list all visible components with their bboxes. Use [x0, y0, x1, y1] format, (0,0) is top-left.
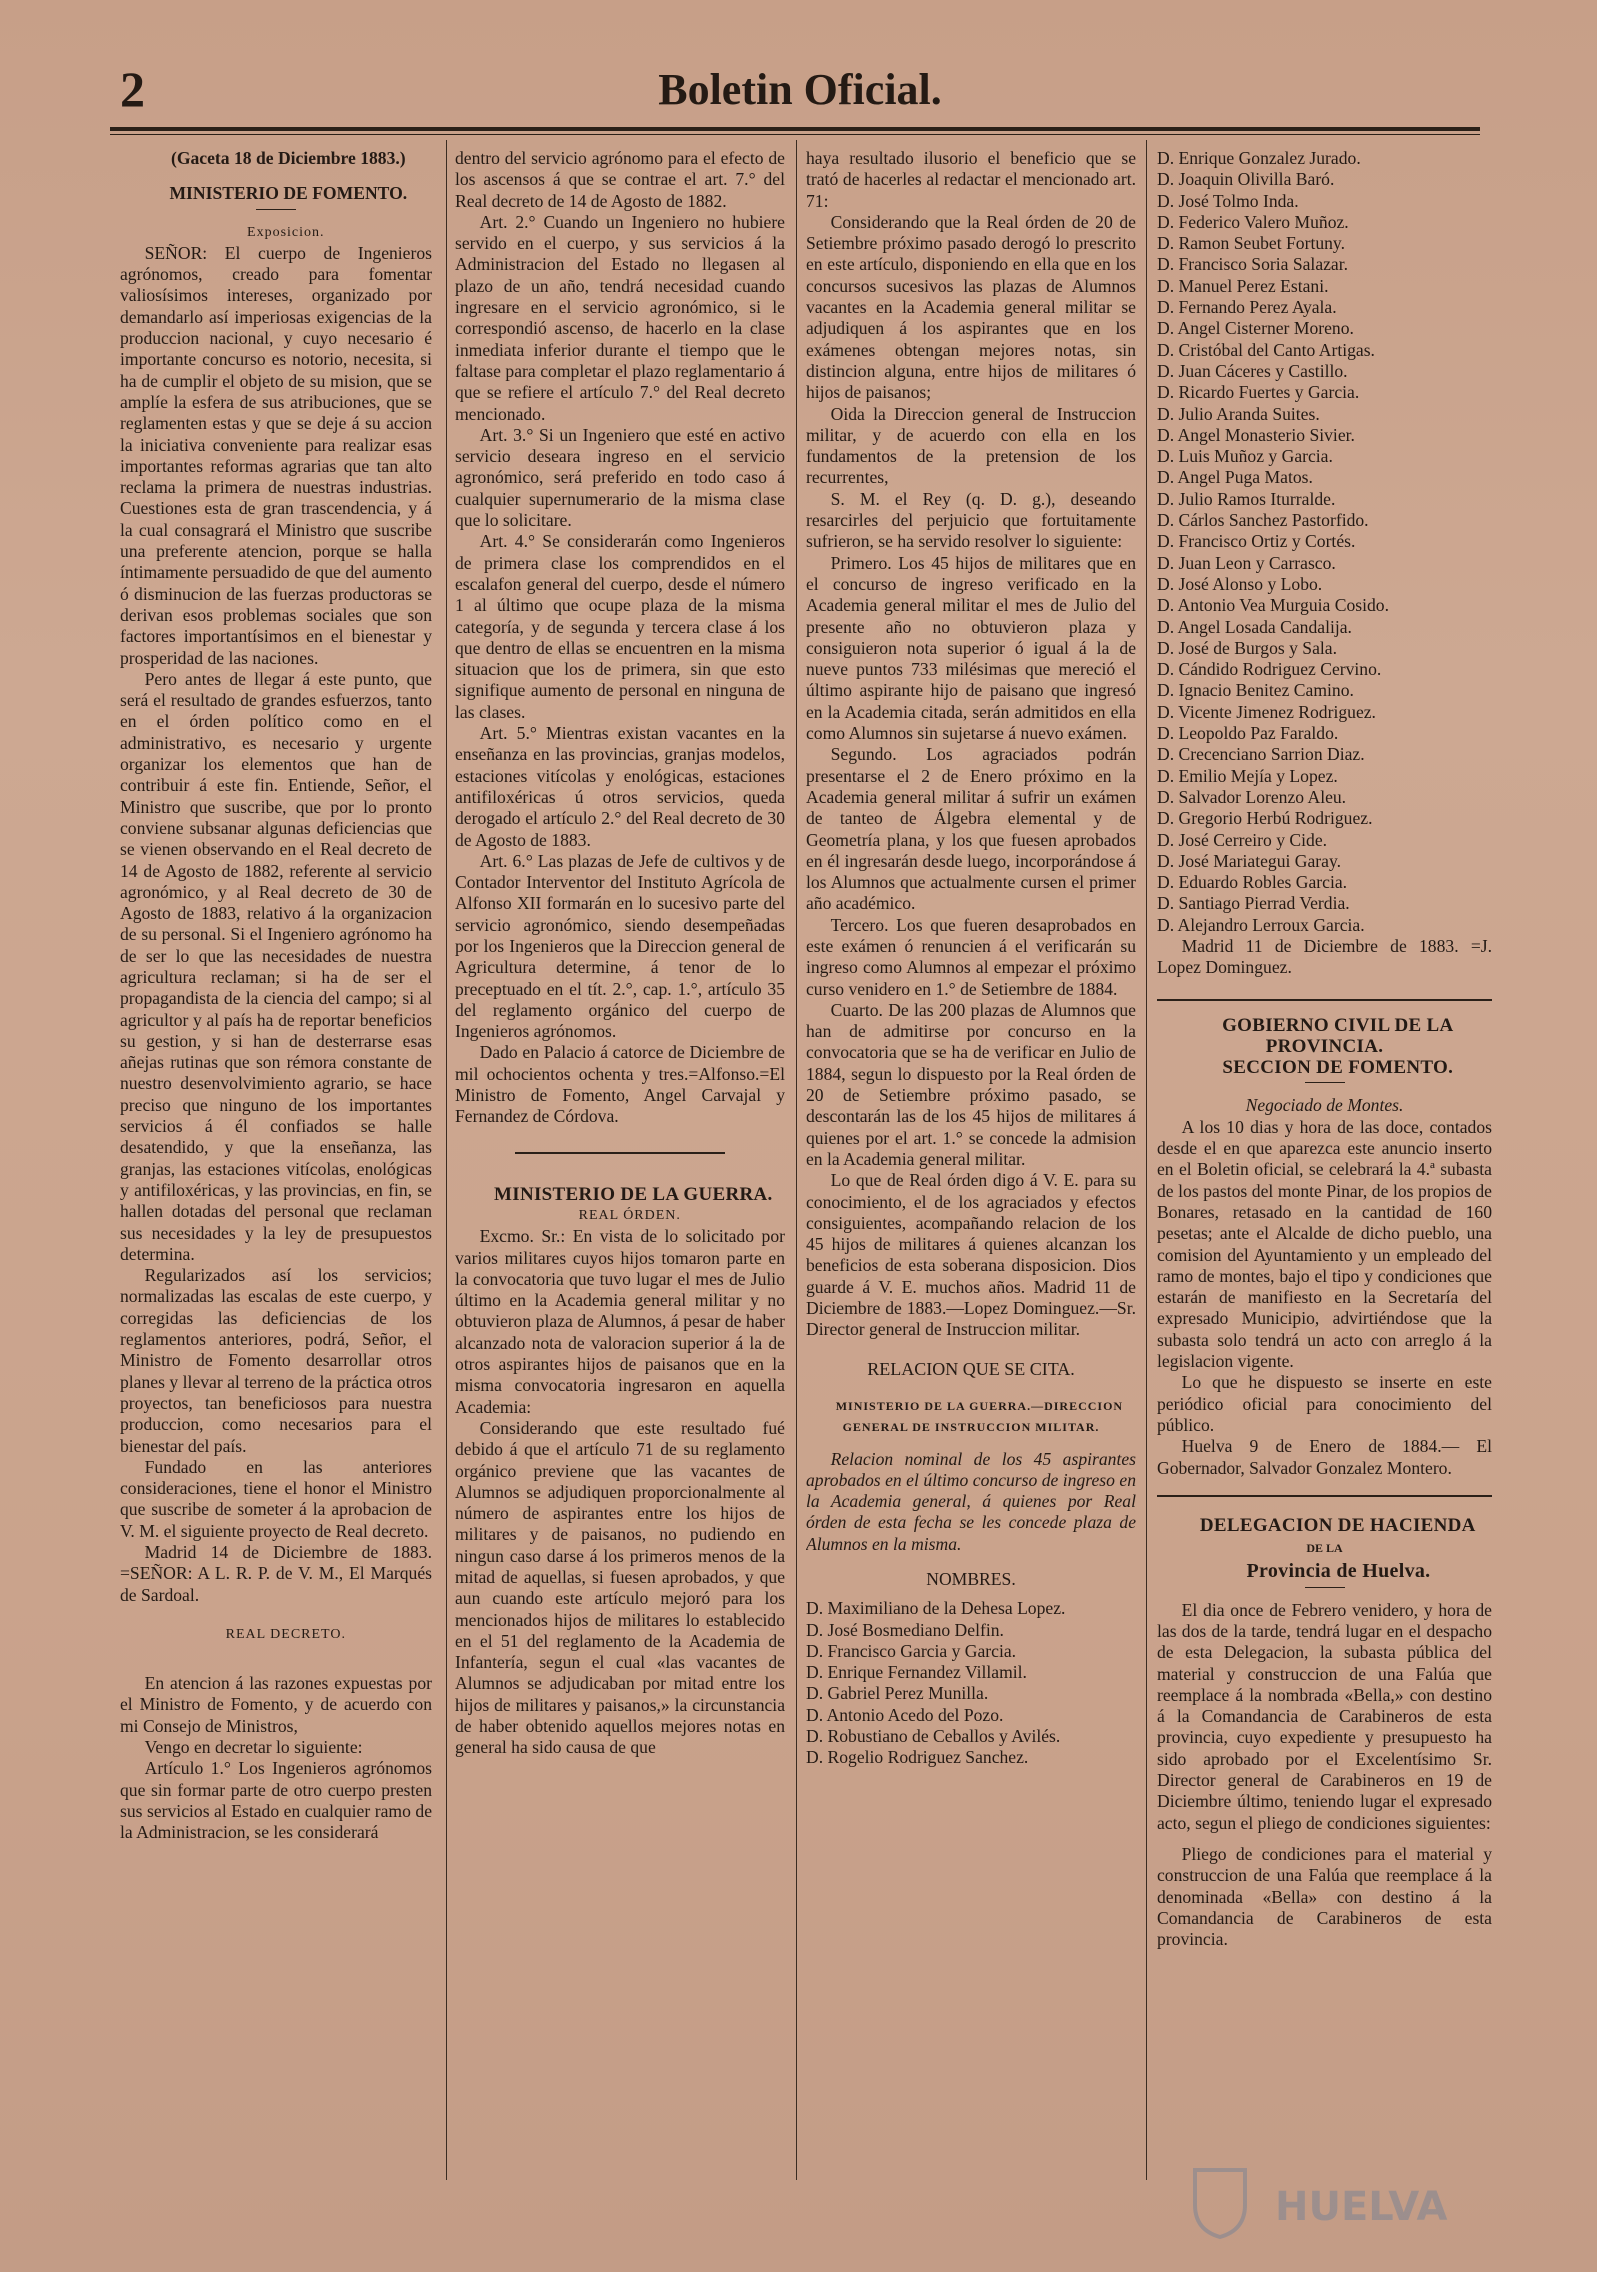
nombres-heading: NOMBRES. [926, 1569, 1016, 1589]
list-item: D. Eduardo Robles Garcia. [1157, 872, 1348, 893]
list-item: D. José Bosmediano Delfin. [806, 1619, 1004, 1640]
list-item: D. Angel Losada Candalija. [1157, 616, 1352, 637]
column-divider [446, 140, 447, 2180]
watermark-text: HUELVA [1275, 2184, 1448, 2230]
de-la-heading: DE LA [1306, 1541, 1343, 1556]
paragraph: haya resultado ilusorio el beneficio que se trató de hacerles al redactar el mencionado art. 71: [806, 148, 1136, 211]
list-item: D. Emilio Mejía y Lopez. [1157, 765, 1338, 786]
paragraph: Dado en Palacio á catorce de Diciembre de mil ochocientos ochenta y tres.=Alfonso.=El Ministro de Fomento, Angel Carvajal y Fernandez de Córdova. [455, 1042, 785, 1127]
section-exposicion: Exposicion. [247, 224, 325, 240]
list-item: D. Manuel Perez Estani. [1157, 275, 1329, 296]
names-list [1157, 148, 1492, 936]
column-4 [1157, 148, 1492, 2198]
paragraph: Artículo 1.° Los Ingenieros agrónomos que sin formar parte de otro cuerpo presten sus servicios al Estado en cualquier ramo de la Administracion, se les considerará [120, 1758, 432, 1843]
page-header [110, 60, 1490, 130]
section-rule [1157, 999, 1492, 1001]
list-item: D. Cristóbal del Canto Artigas. [1157, 339, 1375, 360]
paragraph: Vengo en decretar lo siguiente: [144, 1737, 363, 1758]
paragraph: Art. 2.° Cuando un Ingeniero no hubiere servido en el cuerpo, y sus servicios á la Administracion del Estado no llegasen al plazo de un año, tendrá necesidad cuando ingresare en el servicio agronómico, si le correspondió ascenso, de hacerlo en la clase inmediata inferior durante el tiempo que le faltase para completar el plazo reglamentario á que se refiere el artículo 7.° del Real decreto mencionado. [455, 211, 785, 424]
column-3 [806, 148, 1136, 2198]
paragraph: Considerando que este resultado fué debido á que el artículo 71 de su reglamento orgánico previene que las vacantes de Alumnos se adjudiquen proporcionalmente al número de aspirantes entre los hijos de militares y de paisanos, no pudiendo en ningun caso darse á los primeros menos de la mitad de aquellas, si fuesen aprobados, y que aun cuando este artículo mejoró para los mencionados hijos de militares lo establecido en el 51 del reglamento de la Academia de Infantería, segun el cual «las vacantes de Alumnos se adjudicaban por mitad entre los hijos de militares y paisanos,» la circunstancia de haber obtenido aquellos mejores notas en general ha sido causa de que [455, 1417, 785, 1758]
short-rule [1305, 1587, 1345, 1588]
list-item: D. Enrique Fernandez Villamil. [806, 1662, 1027, 1683]
list-item: D. Robustiano de Ceballos y Avilés. [806, 1726, 1061, 1747]
watermark-shield-icon [1185, 2160, 1515, 2240]
provincia-heading: Provincia de Huelva. [1246, 1560, 1431, 1583]
seccion-heading: SECCION DE FOMENTO. [1222, 1057, 1454, 1079]
list-item: D. Salvador Lorenzo Aleu. [1157, 786, 1347, 807]
paragraph: Tercero. Los que fueren desaprobados en este exámen ó renuncien á el verificarán su ingreso como Alumnos al empezar el próximo curso venidero en 1.° de Setiembre de 1884. [806, 914, 1136, 999]
list-item: D. José Mariategui Garay. [1157, 850, 1342, 871]
delegacion-heading: DELEGACION DE HACIENDA [1199, 1514, 1476, 1536]
list-item: D. Juan Cáceres y Castillo. [1157, 360, 1348, 381]
paragraph: Excmo. Sr.: En vista de lo solicitado por varios militares cuyos hijos tomaron parte en la convocatoria que tuvo lugar el mes de Julio último en la Academia general militar y no obtuvieron plaza de Alumnos, á pesar de haber alcanzado nota de valoracion superior á la de otros aspirantes hijos de paisanos que en la misma convocatoria ingresaron en aquella Academia: [455, 1226, 785, 1417]
list-item: D. Angel Monasterio Sivier. [1157, 424, 1355, 445]
list-item: D. José Cerreiro y Cide. [1157, 829, 1328, 850]
list-item: D. Francisco Ortiz y Cortés. [1157, 531, 1356, 552]
paragraph: Considerando que la Real órden de 20 de Setiembre próximo pasado derogó lo prescrito en este artículo, disponiendo en ella que en los concursos sucesivos las plazas de Alumnos vacantes en la Academia general militar se adjudiquen á los aspirantes que en los exámenes obtengan mejores notas, sin distincion alguna, entre hijos de militares ó hijos de paisanos; [806, 211, 1136, 403]
paragraph: Regularizados así los servicios; normalizadas las escalas de este cuerpo, y corregidas las deficiencias de los reglamentos anteriores, podrá, Señor, el Ministro de Fomento desarrollar otros planes y llevar al terreno de la práctica otros proyectos, tan beneficiosos para nuestra produccion, como necesarios para el bienestar del país. [120, 1265, 432, 1456]
list-item: D. José de Burgos y Sala. [1157, 637, 1338, 658]
paragraph: Art. 5.° Mientras existan vacantes en la enseñanza en las provincias, granjas modelos, estaciones vitícolas y enológicas, estaciones antifiloxéricas ú otros servicios, queda derogado el artículo 2.° del Real decreto de 30 de Agosto de 1883. [455, 723, 785, 850]
names-list [806, 1598, 1136, 1768]
list-item: D. Francisco Soria Salazar. [1157, 254, 1349, 275]
list-item: D. Maximiliano de la Dehesa Lopez. [806, 1598, 1066, 1619]
paragraph: Art. 3.° Si un Ingeniero que esté en activo servicio deseara ingreso en el servicio agronómico, será preferido en todo caso á cualquier supernumerario de la misma clase que lo solicitare. [455, 424, 785, 531]
paragraph: En atencion á las razones expuestas por el Ministro de Fomento, y de acuerdo con mi Consejo de Ministros, [120, 1673, 432, 1736]
paragraph: Lo que de Real órden digo á V. E. para su conocimiento, el de los agraciados y efectos consiguientes, acompañando relacion de los 45 hijos de militares á quienes alcanzan los beneficios de esta soberana disposicion. Dios guarde á V. E. muchos años. Madrid 11 de Diciembre de 1883.—Lopez Dominguez.—Sr. Director general de Instruccion militar. [806, 1170, 1136, 1340]
list-item: D. Gregorio Herbú Rodriguez. [1157, 808, 1373, 829]
paragraph: Huelva 9 de Enero de 1884.— El Gobernador, Salvador Gonzalez Montero. [1157, 1436, 1492, 1478]
list-item: D. Cárlos Sanchez Pastorfido. [1157, 510, 1369, 531]
list-item: D. Luis Muñoz y Garcia. [1157, 446, 1333, 467]
page-number: 2 [120, 61, 145, 117]
signoff: Madrid 11 de Diciembre de 1883. =J. Lopez Dominguez. [1157, 935, 1492, 978]
list-item: D. Leopoldo Paz Faraldo. [1157, 723, 1339, 744]
list-item: D. Cándido Rodriguez Cervino. [1157, 659, 1382, 680]
paragraph: Madrid 14 de Diciembre de 1883. =SEÑOR: A L. R. P. de V. M., El Marqués de Sardoal. [120, 1542, 432, 1605]
paragraph: dentro del servicio agrónomo para el efecto de los ascensos á que se contrae el art. 7.° del Real decreto de 14 de Agosto de 1882. [455, 148, 785, 211]
paragraph: S. M. el Rey (q. D. g.), deseando resarcirles del perjuicio que fortuitamente sufrieron, se ha servido resolver lo siguiente: [806, 488, 1136, 552]
list-item: D. Angel Puga Matos. [1157, 467, 1313, 488]
list-item: D. Francisco Garcia y Garcia. [806, 1640, 1017, 1661]
short-rule [256, 209, 296, 210]
list-item: D. Antonio Acedo del Pozo. [806, 1704, 1004, 1725]
list-item: D. Rogelio Rodriguez Sanchez. [806, 1747, 1029, 1768]
paragraph: Cuarto. De las 200 plazas de Alumnos que han de admitirse por concurso en la convocatoria que se ha de verificar en Julio de 1884, segun lo dispuesto por la Real órden de 20 de Setiembre próximo pasado, se descontarán las de los 45 hijos de militares á quienes por el art. 1.° se concede la admision en la Academia general militar. [806, 999, 1136, 1169]
paragraph: Art. 4.° Se considerarán como Ingenieros de primera clase los comprendidos en el escalafon general del cuerpo, desde el número 1 al último que ocupe plaza de la misma categoría, y de segunda y tercera clase á los que dentro de ellas se encuentren en la misma situacion que los de primera, sin que esto signifique aumento de personal en ninguna de las clases. [455, 531, 785, 722]
list-item: D. Ignacio Benitez Camino. [1157, 680, 1354, 701]
list-item: D. Antonio Vea Murguia Cosido. [1157, 595, 1389, 616]
list-item: D. Federico Valero Muñoz. [1157, 211, 1349, 232]
list-item: D. Alejandro Lerroux Garcia. [1157, 914, 1365, 935]
column-1 [120, 148, 432, 2198]
relacion-heading: RELACION QUE SE CITA. [867, 1358, 1075, 1379]
relacion-description: Relacion nominal de los 45 aspirantes aprobados en el último concurso de ingreso en la Academia general, á quienes por Real órden de esta fecha se les concede plaza de Alumnos en la misma. [806, 1448, 1136, 1554]
section-rule [515, 1152, 725, 1154]
list-item: D. Gabriel Perez Munilla. [806, 1683, 989, 1704]
list-item: D. Vicente Jimenez Rodriguez. [1157, 701, 1376, 722]
short-rule [1305, 1082, 1345, 1083]
header-rule-thin [110, 134, 1480, 135]
column-divider [1146, 140, 1147, 2180]
ministry-heading: MINISTERIO DE FOMENTO. [169, 183, 408, 204]
paragraph: El dia once de Febrero venidero, y hora de las dos de la tarde, tendrá lugar en el despacho de esta Delegacion, la subasta pública del material y construccion de una Falúa que reemplace á la nombrada «Bella,» con destino á la Comandancia de Carabineros de esta provincia, cuyo expediente y presupuesto ha sido aprobado por el Excelentísimo Sr. Director general de Carabineros en 19 de Diciembre último, teniendo lugar el expresado acto, segun el pliego de condiciones siguientes: [1157, 1599, 1492, 1833]
list-item: D. José Tolmo Inda. [1157, 190, 1299, 211]
section-real-orden: REAL ÓRDEN. [578, 1207, 681, 1223]
paragraph: Pliego de condiciones para el material y construccion de una Falúa que reemplace á la denominada «Bella» con destino á la Comandancia de Carabineros de esta provincia. [1157, 1843, 1492, 1950]
column-divider [796, 140, 797, 2180]
ministry-heading: MINISTERIO DE LA GUERRA. [494, 1183, 773, 1205]
list-item: D. Santiago Pierrad Verdia. [1157, 893, 1350, 914]
paragraph: Oida la Direccion general de Instruccion militar, y de acuerdo con ella en los fundamentos de la pretension de los recurrentes, [806, 403, 1136, 488]
list-item: D. Juan Leon y Carrasco. [1157, 552, 1336, 573]
section-real-decreto: REAL DECRETO. [225, 1626, 346, 1642]
library-watermark [1185, 2160, 1515, 2240]
list-item: D. Julio Aranda Suites. [1157, 403, 1320, 424]
paragraph: Pero antes de llegar á este punto, que será el resultado de grandes esfuerzos, tanto en el órden político como en el administrativo, es necesario y urgente organizar los elementos que han de contribuir á este fin. Entiende, Señor, el Ministro que suscribe, que por lo pronto conviene subsanar algunas deficiencias que se vienen observando en el Real decreto de 14 de Agosto de 1882, referente al servicio agronómico, y al Real decreto de 30 de Agosto de 1883, relativo á la organizacion de su personal. Si el Ingeniero agrónomo ha de ser lo que las necesidades de nuestra agricultura reclaman; si ha de ser el propagandista de la ciencia del campo; si al agricultor y al país ha de reportar beneficios su gestion, y si han de desterrarse esas añejas rutinas que son rémora constante de nuestro desenvolvimiento agrario, se hace preciso que ninguno de los importantes servicios á él confiados se halle desatendido, y que la enseñanza, las granjas, las estaciones vitícolas, enológicas y antifiloxéricas, y las provincias, en fin, se hallen dotadas del personal que reclaman sus necesidades y la ley de presupuestos determina. [120, 668, 432, 1264]
publication-title: Boletin Oficial. [658, 65, 942, 114]
paragraph: Primero. Los 45 hijos de militares que en el concurso de ingreso verificado en la Academia general militar el mes de Julio del presente año no obtuvieron plaza y consiguieron nota superior ó igual á la de nueve puntos 733 milésimas que mereció el último aspirante hijo de paisano que ingresó en la Academia citada, serán admitidos en ella como Alumnos sin sujetarse á nuevo exámen. [806, 552, 1136, 744]
list-item: D. José Alonso y Lobo. [1157, 573, 1323, 594]
ministry-line: MINISTERIO DE LA GUERRA.—DIRECCION GENERAL DE INSTRUCCION MILITAR. [835, 1398, 1124, 1435]
list-item: D. Angel Cisterner Moreno. [1157, 318, 1354, 339]
gobierno-heading: GOBIERNO CIVIL DE LA PROVINCIA. [1222, 1014, 1454, 1057]
paragraph: Lo que he dispuesto se inserte en este periódico oficial para conocimiento del público. [1157, 1372, 1492, 1435]
paragraph: Art. 6.° Las plazas de Jefe de cultivos y de Contador Interventor del Instituto Agrícola de Alfonso XII formarán en lo sucesivo parte del servicio agronómico, siendo desempeñadas por los Ingenieros que la Direccion general de Agricultura determine, á tenor de lo preceptuado en el tít. 2.°, cap. 1.°, artículo 35 del reglamento orgánico del cuerpo de Ingenieros agrónomos. [455, 850, 785, 1042]
section-rule [1157, 1495, 1492, 1497]
paragraph: SEÑOR: El cuerpo de Ingenieros agrónomos, creado para fomentar valiosísimos intereses, organizado por demandarlo así imperiosas exigencias de la produccion nacional, y cuyo necesario é importante concurso es notorio, necesita, si ha de cumplir el objeto de su mision, que se amplíe la esfera de sus atribuciones, que se reglamenten estas y que se deje á su accion la iniciativa conveniente para realizar esas importantes reformas agrarias que tan alto reclama la primera de nuestras industrias. Cuestiones esta de gran trascendencia, y á la cual consagrará el Ministro que suscribe una preferente atencion, porque se halla íntimamente persuadido de que del aumento ó disminucion de las fuerzas productoras se derivan esos problemas sociales que son factores importantísimos en el bienestar y prosperidad de las naciones. [120, 242, 432, 668]
gaceta-date: (Gaceta 18 de Diciembre 1883.) [170, 148, 406, 168]
paragraph: A los 10 dias y hora de las doce, contados desde el en que aparezca este anuncio inserto en el Boletin oficial, se celebrará la 4.ª subasta de los pastos del monte Pinar, de los propios de Bonares, retasado en la cantidad de 160 pesetas; ante el Alcalde de dicho pueblo, una comision del Ayuntamiento y un empleado del ramo de montes, bajo el tipo y condiciones que estarán de manifiesto en la Secretaría del expresado Municipio, advirtiéndose que la subasta solo tendrá un acto con arreglo á la legislacion vigente. [1157, 1116, 1492, 1372]
list-item: D. Enrique Gonzalez Jurado. [1157, 148, 1361, 168]
negociado-heading: Negociado de Montes. [1245, 1095, 1404, 1116]
paragraph: Fundado en las anteriores consideraciones, tiene el honor el Ministro que suscribe de someter á la aprobacion de V. M. el siguiente proyecto de Real decreto. [120, 1456, 432, 1541]
list-item: D. Joaquin Olivilla Baró. [1157, 169, 1335, 190]
list-item: D. Julio Ramos Iturralde. [1157, 488, 1336, 509]
header-rule [110, 127, 1480, 131]
column-2 [455, 148, 785, 2198]
list-item: D. Crecenciano Sarrion Diaz. [1157, 744, 1365, 765]
list-item: D. Fernando Perez Ayala. [1157, 297, 1337, 318]
list-item: D. Ricardo Fuertes y Garcia. [1157, 382, 1360, 403]
paragraph: Segundo. Los agraciados podrán presentarse el 2 de Enero próximo en la Academia general militar á sufrir un exámen de tanteo de Álgebra elemental y de Geometría plana, y los que fuesen aprobados en él ingresarán desde luego, incorporándose á los Alumnos que actualmente cursen el primer año académico. [806, 744, 1136, 914]
list-item: D. Ramon Seubet Fortuny. [1157, 233, 1345, 254]
